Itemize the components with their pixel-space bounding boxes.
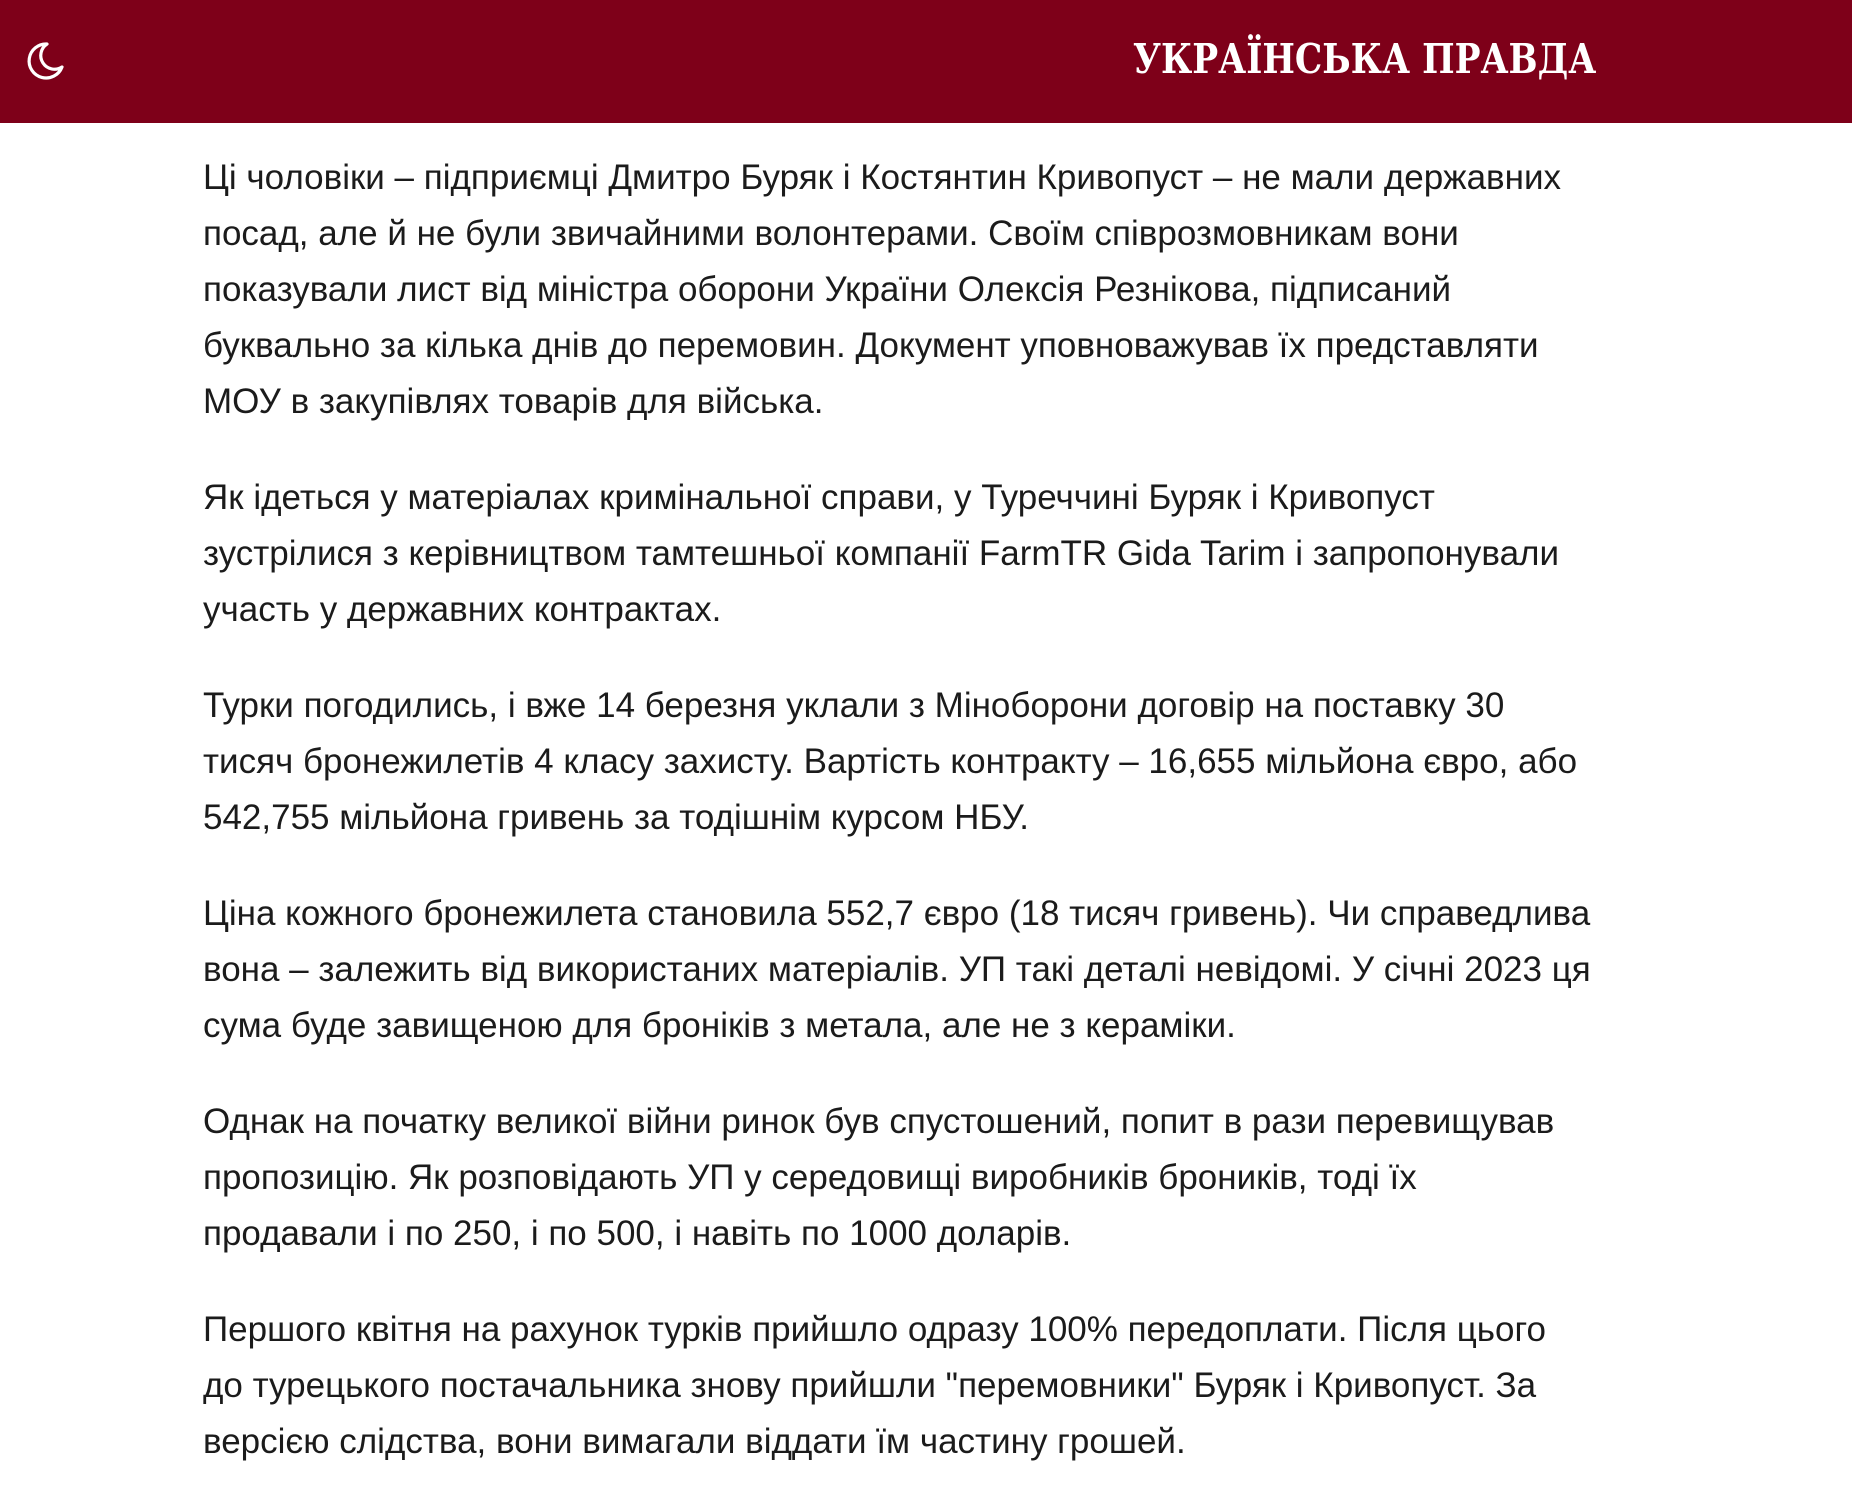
site-header xyxy=(0,0,1852,123)
moon-icon xyxy=(20,36,70,86)
site-logo[interactable]: УКРАЇНСЬКА ПРАВДА xyxy=(1133,35,1597,83)
article-paragraph: Як ідеться у матеріалах кримінальної справи, у Туреччині Буряк і Кривопуст зустрілися з керівництвом тамтешньої компанії FarmTR Gida Tarim і запропонували участь у державних контрактах. xyxy=(203,478,1560,629)
article-paragraph: Турки погодились, і вже 14 березня уклали з Міноборони договір на поставку 30 тисяч бронежилетів 4 класу захисту. Вартість контракту – 16,655 мільйона євро, або 542,755 мільйона гривень за тодішнім курсом НБУ. xyxy=(203,686,1578,837)
article-paragraph: Однак на початку великої війни ринок був спустошений, попит в рази перевищував пропозицію. Як розповідають УП у середовищі виробників броників, тоді їх продавали і по 250, і по 500, і навіть по 1000 доларів. xyxy=(203,1102,1555,1253)
theme-toggle-button[interactable] xyxy=(20,36,70,86)
article-body xyxy=(203,150,1763,1510)
article-paragraph: Першого квітня на рахунок турків прийшло одразу 100% передоплати. Після цього до турецького постачальника знову прийшли "перемовники" Буряк і Кривопуст. За версією слідства, вони вимагали віддати їм частину грошей. xyxy=(203,1310,1546,1461)
article-paragraph: Ціна кожного бронежилета становила 552,7 євро (18 тисяч гривень). Чи справедлива вона – залежить від використаних матеріалів. УП такі деталі невідомі. У січні 2023 ця сума буде завищеною для броніків з метала, але не з кераміки. xyxy=(203,894,1591,1045)
article-paragraph: Ці чоловіки – підприємці Дмитро Буряк і Костянтин Кривопуст – не мали державних посад, але й не були звичайними волонтерами. Своїм співрозмовникам вони показували лист від міністра оборони України Олексія Резнікова, підписаний буквально за кілька днів до перемовин. Документ уповноважував їх представляти МОУ в закупівлях товарів для війська. xyxy=(203,158,1562,421)
